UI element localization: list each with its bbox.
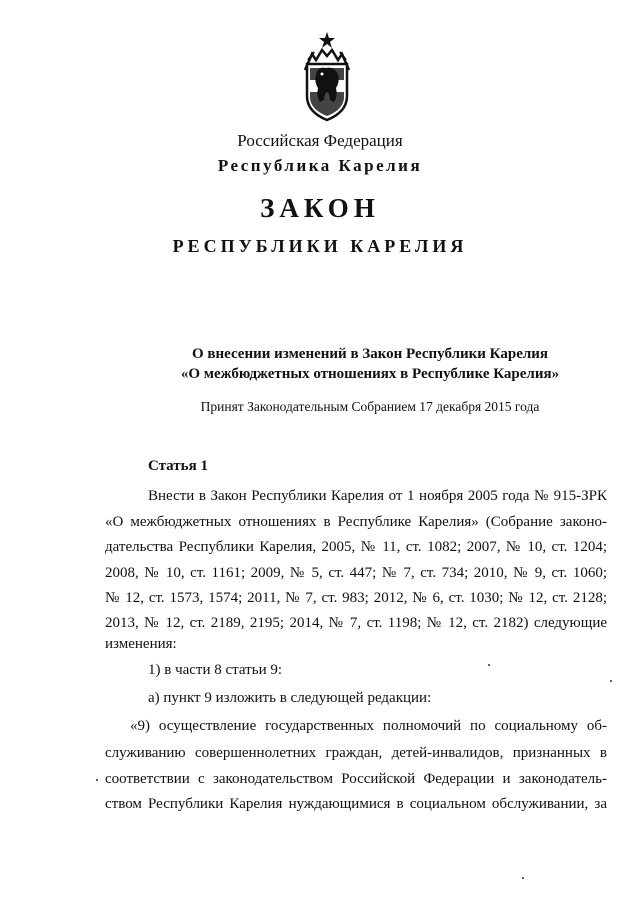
body-line: ством Республики Карелия нуждающимися в социальном обслуживании, за [105,796,607,812]
body-line: соответствии с законодательством Российской Федерации и законодатель- [105,771,607,787]
document-title-line-1: О внесении изменений в Закон Республики Карелия [191,346,549,362]
document-issuer: РЕСПУБЛИКИ КАРЕЛИЯ [172,236,468,256]
country-name: Российская Федерация [237,131,403,150]
body-line: служиванию совершеннолетних граждан, детей-инвалидов, признанных в [105,745,607,761]
adoption-note: Принят Законодательным Собранием 17 декабря 2015 года [200,399,540,414]
body-line: изменения: [105,636,177,652]
scan-speck [488,664,490,666]
body-line: «9) осуществление государственных полномочий по социальному об- [130,718,607,734]
scan-speck [610,680,612,682]
document-title-line-2: «О межбюджетных отношениях в Республике Карелия» [180,366,560,382]
document-type: ЗАКОН [260,193,380,223]
body-line: 1) в части 8 статьи 9: [148,662,283,678]
body-line: 2013, № 12, ст. 2189, 2195; 2014, № 7, ст. 1198; № 12, ст. 2182) следующие [105,615,607,631]
body-line: 2008, № 10, ст. 1161; 2009, № 5, ст. 447; № 7, ст. 734; 2010, № 9, ст. 1060; [105,565,607,581]
body-line: Внести в Закон Республики Карелия от 1 ноября 2005 года № 915-ЗРК [148,488,607,504]
article-heading: Статья 1 [148,458,208,474]
republic-name: Республика Карелия [217,156,423,175]
scan-speck [96,779,98,781]
body-line: дательства Республики Карелия, 2005, № 11, ст. 1082; 2007, № 10, ст. 1204; [105,539,607,555]
coat-of-arms-icon [300,30,354,122]
scan-speck [522,877,524,879]
body-line: № 12, ст. 1573, 1574; 2011, № 7, ст. 983; 2012, № 6, ст. 1030; № 12, ст. 2128; [105,590,607,606]
body-line: а) пункт 9 изложить в следующей редакции: [148,690,432,706]
body-line: «О межбюджетных отношениях в Республике Карелия» (Собрание законо- [105,514,607,530]
